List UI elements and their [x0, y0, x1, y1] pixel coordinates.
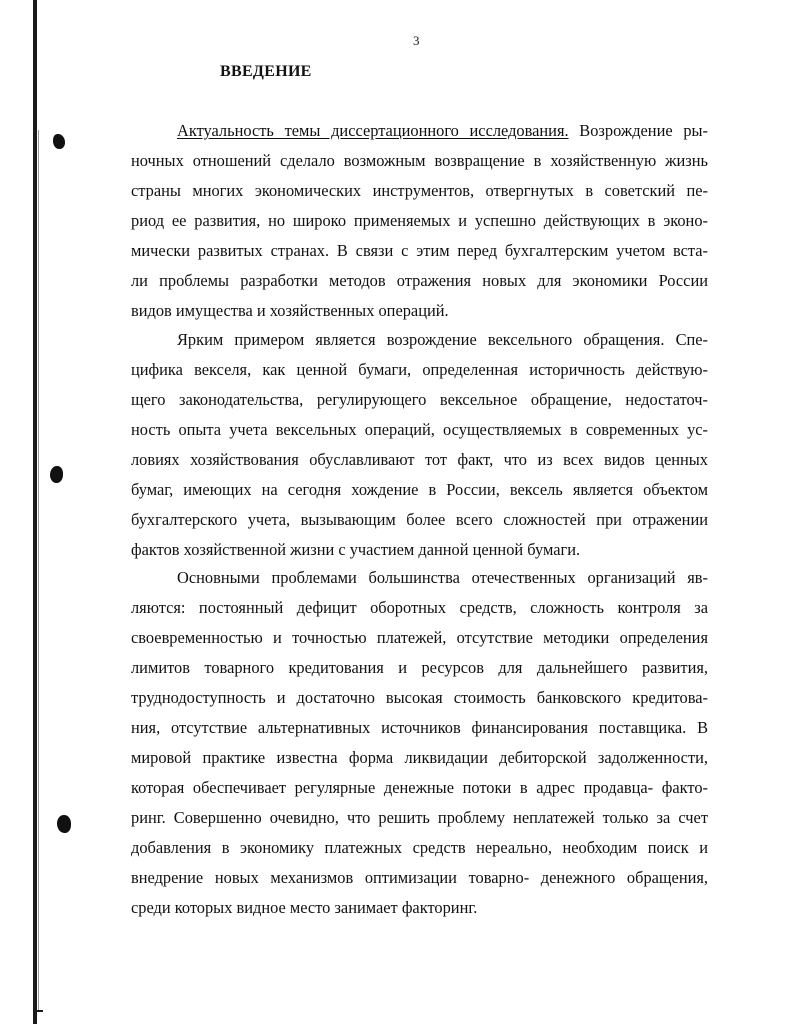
punch-hole-top — [53, 134, 65, 149]
paragraph-line: ночных отношений сделало возможным возвращение в хозяйственную жизнь — [131, 151, 708, 170]
paragraph-line: добавления в экономику платежных средств нереально, необходим поиск и — [131, 838, 708, 857]
paragraph-line — [131, 119, 708, 143]
paragraph-line: своевременностью и точностью платежей, отсутствие методики определения — [131, 628, 708, 647]
paragraph-line: бухгалтерского учета, вызывающим более всего сложностей при отражении — [131, 510, 708, 529]
scan-binding-edge — [33, 0, 37, 1024]
paragraph-line: ринг. Совершенно очевидно, что решить проблему неплатежей только за счет — [131, 808, 708, 827]
paragraph-line: среди которых видное место занимает факторинг. — [131, 898, 478, 917]
paragraph-line: риод ее развития, но широко применяемых и успешно действующих в эконо- — [131, 211, 708, 230]
section-lead-underlined: Актуальность темы диссертационного исследования. — [177, 121, 569, 140]
scan-shadow-line — [38, 130, 39, 1010]
paragraph-line: фактов хозяйственной жизни с участием данной ценной бумаги. — [131, 540, 581, 559]
paragraph-line: щего законодательства, регулирующего вексельное обращение, недостаточ- — [131, 390, 708, 409]
paragraph-line: труднодоступность и достаточно высокая стоимость банковского кредитова- — [131, 688, 708, 707]
paragraph-line: мировой практике известна форма ликвидации дебиторской задолженности, — [131, 748, 708, 767]
paragraph-line: страны многих экономических инструментов, отвергнутых в советский пе- — [131, 181, 708, 200]
paragraph-line: ловиях хозяйствования обуславливают тот факт, что из всех видов ценных — [131, 450, 708, 469]
paragraph-line: лимитов товарного кредитования и ресурсов для дальнейшего развития, — [131, 658, 708, 677]
paragraph-line: ли проблемы разработки методов отражения новых для экономики России — [131, 271, 708, 290]
paragraph-line: видов имущества и хозяйственных операций. — [131, 301, 449, 320]
paragraph-line: бумаг, имеющих на сегодня хождение в России, вексель является объектом — [131, 480, 708, 499]
punch-hole-bottom — [57, 815, 71, 833]
paragraph-line: ния, отсутствие альтернативных источников финансирования поставщика. В — [131, 718, 708, 737]
paragraph-line-text: Возрождение ры- — [568, 121, 708, 140]
paragraph-line: ляются: постоянный дефицит оборотных средств, сложность контроля за — [131, 598, 708, 617]
page-number: 3 — [413, 33, 420, 48]
paragraph-line: внедрение новых механизмов оптимизации товарно- денежного обращения, — [131, 868, 708, 887]
paragraph-line: которая обеспечивает регулярные денежные потоки в адрес продавца- факто- — [131, 778, 708, 797]
punch-hole-middle — [50, 466, 63, 483]
paragraph-line: Ярким примером является возрождение вексельного обращения. Спе- — [177, 330, 708, 349]
page-title: ВВЕДЕНИЕ — [220, 63, 312, 80]
scan-edge-mark — [33, 1010, 43, 1012]
paragraph-line: ность опыта учета вексельных операций, осуществляемых в современных ус- — [131, 420, 708, 439]
paragraph-line: Основными проблемами большинства отечественных организаций яв- — [177, 568, 708, 587]
paragraph-line: мически развитых странах. В связи с этим перед бухгалтерским учетом вста- — [131, 241, 708, 260]
paragraph-line: цифика векселя, как ценной бумаги, определенная историчность действую- — [131, 360, 708, 379]
